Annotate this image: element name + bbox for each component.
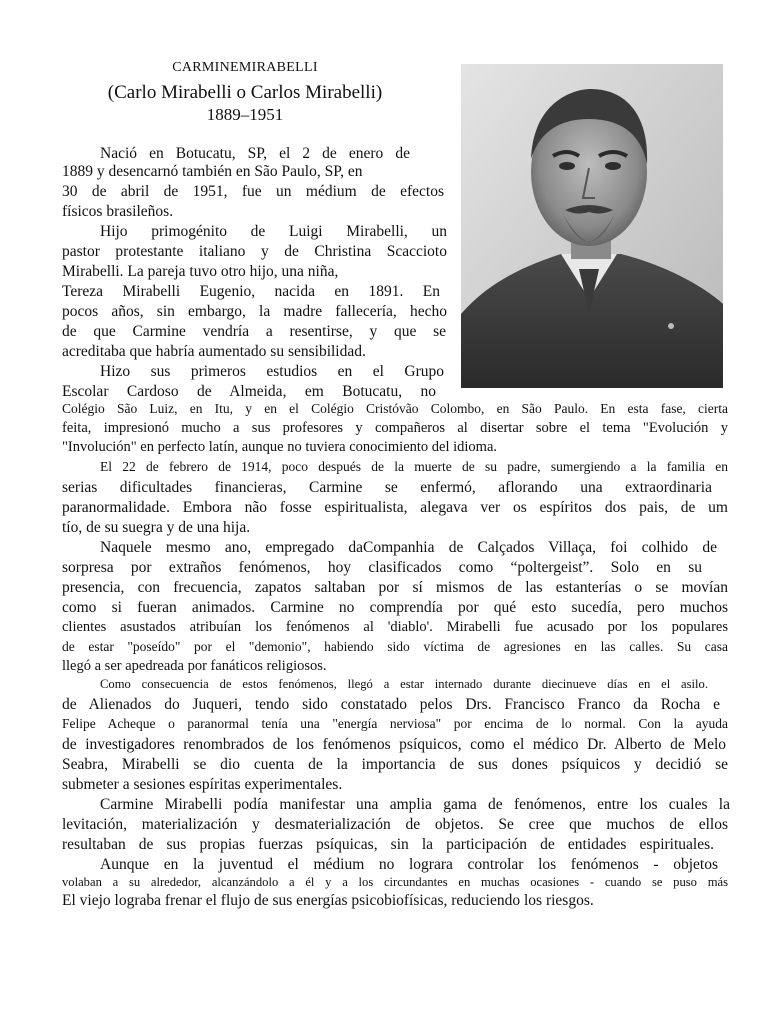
body-line: Escolar Cardoso de Almeida, em Botucatu, no	[62, 383, 436, 400]
body-line: Hijo primogénito de Luigi Mirabelli, un	[100, 223, 447, 240]
body-line: 30 de abril de 1951, fue un médium de efectos	[62, 183, 444, 200]
body-line: Hizo sus primeros estudios en el Grupo	[100, 363, 444, 380]
body-line: resultaban de sus propias fuerzas psíquicas, sin la participación de entidades espirituales.	[62, 836, 714, 853]
body-line: "Involución" en perfecto latín, aunque no tuviera conocimiento del idioma.	[62, 439, 498, 455]
body-line: Felipe Acheque o paranormal tenía una "energía nerviosa" por encima de lo normal. Con la ayuda	[62, 716, 728, 731]
body-line: paranormalidade. Embora não fosse espiritualista, alegava ver os espíritos dos pais, de um	[62, 499, 728, 516]
person-name-heading: CARMINEMIRABELLI	[172, 60, 318, 75]
body-line: físicos brasileños.	[62, 203, 174, 220]
body-line: Carmine Mirabelli podía manifestar una amplia gama de fenómenos, entre los cuales la	[100, 796, 730, 813]
body-line: sorpresa por extraños fenómenos, hoy clasificados como “poltergeist”. Solo en su	[62, 559, 702, 576]
body-line: serias dificultades financieras, Carmine se enfermó, aflorando una extraordinaria	[62, 479, 712, 496]
body-line: Naquele mesmo ano, empregado daCompanhia de Calçados Villaça, foi colhido de	[100, 539, 717, 556]
body-line: Aunque en la juventud el médium no lograra controlar los fenómenos - objetos	[100, 856, 718, 873]
body-line: Como consecuencia de estos fenómenos, llegó a estar internado durante diecinueve días en el asilo.	[100, 677, 708, 691]
body-line: 1889 y desencarnó también en São Paulo, SP, en	[62, 163, 363, 180]
body-line: Colégio São Luiz, en Itu, y en el Colégio Cristóvão Colombo, en São Paulo. En esta fase, cierta	[62, 401, 728, 416]
body-line: submeter a sesiones espíritas experimentales.	[62, 776, 343, 793]
body-line: Mirabelli. La pareja tuvo otro hijo, una niña,	[62, 263, 339, 280]
body-line: de que Carmine vendría a resentirse, y que se	[62, 323, 446, 340]
alias-subheading: (Carlo Mirabelli o Carlos Mirabelli)	[107, 82, 383, 103]
body-line: como si fueran animados. Carmine no comprendía por qué esto sucedía, pero muchos	[62, 599, 728, 616]
body-line: levitación, materialización y desmaterialización de objetos. Se cree que muchos de ellos	[62, 816, 728, 833]
body-line: de estar "poseído" por el "demonio", habiendo sido víctima de agresiones en las calles. Su casa	[62, 639, 728, 654]
body-line: El viejo lograba frenar el flujo de sus energías psicobiofísicas, reduciendo los riesgos.	[62, 892, 594, 909]
body-line: pocos años, sin embargo, la madre fallecería, hecho	[62, 303, 447, 320]
body-line: acreditaba que habría aumentado su sensibilidad.	[62, 343, 366, 360]
body-line: Tereza Mirabelli Eugenio, nacida en 1891. En	[62, 283, 440, 300]
body-line: El 22 de febrero de 1914, poco después de la muerte de su padre, sumergiendo a la familia en	[100, 459, 728, 474]
life-years: 1889–1951	[206, 105, 284, 124]
body-line: Nació en Botucatu, SP, el 2 de enero de	[100, 145, 410, 162]
body-line: presencia, con frecuencia, zapatos saltaban por sí mismos de las estanterías o se movían	[62, 579, 728, 596]
body-line: de Alienados do Juqueri, tendo sido constatado pelos Drs. Francisco Franco da Rocha e	[62, 696, 720, 713]
body-line: pastor protestante italiano y de Christina Scaccioto	[62, 243, 447, 260]
body-line: Seabra, Mirabelli se dio cuenta de la importancia de sus dones psíquicos y decidió se	[62, 756, 728, 773]
body-line: feita, impresionó mucho a sus profesores y compañeros al disertar sobre el tema "Evolución y	[62, 420, 728, 436]
body-line: llegó a ser apedreada por fanáticos religiosos.	[62, 658, 327, 674]
body-line: tío, de su suegra y de una hija.	[62, 519, 251, 536]
body-line: volaban a su alrededor, alcanzándolo a él y a los circundantes en muchas ocasiones - cuando se puso más	[62, 875, 728, 889]
body-line: clientes asustados atribuían los fenómenos al 'diablo'. Mirabelli fue acusado por los populares	[62, 619, 728, 635]
body-line: de investigadores renombrados de los fenómenos psíquicos, como el médico Dr. Alberto de Melo	[62, 736, 726, 753]
